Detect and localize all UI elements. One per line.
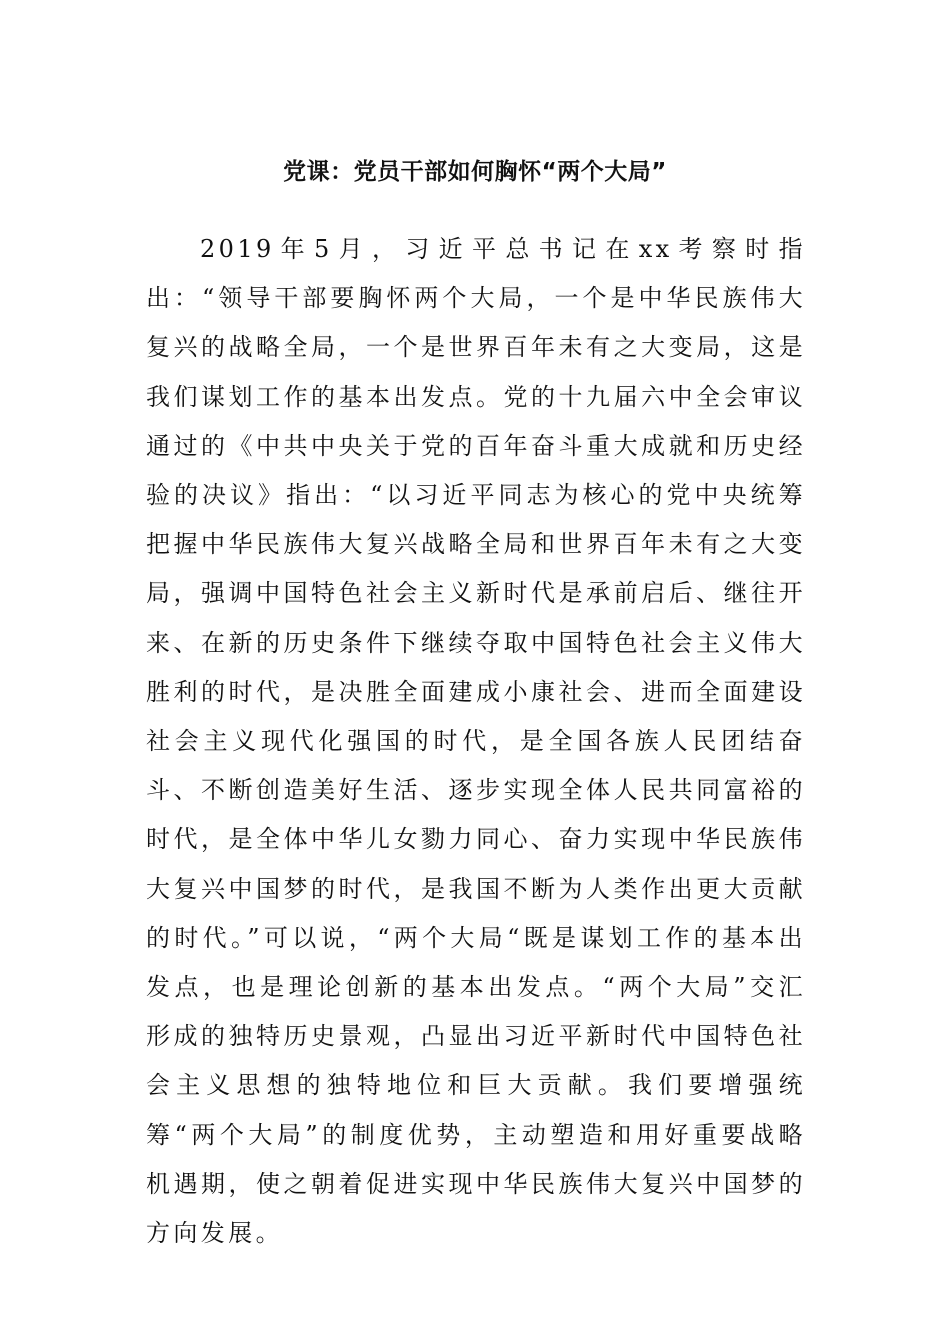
document-title: 党课：党员干部如何胸怀“两个大局” bbox=[283, 159, 667, 185]
body-paragraph: 2019年5月，习近平总书记在xx考察时指出：“领导干部要胸怀两个大局，一个是中华民族伟大复兴的战略全局，一个是世界百年未有之大变局，这是我们谋划工作的基本出发点。党的十九届六中全会审议通过的《中共中央关于党的百年奋斗重大成就和历史经验的决议》指出：“以习近平同志为核心的党中央统筹把握中华民族伟大复兴战略全局和世界百年未有之大变局，强调中国特色社会主义新时代是承前启后、继往开来、在新的历史条件下继续夺取中国特色社会主义伟大胜利的时代，是决胜全面建成小康社会、进而全面建设社会主义现代化强国的时代，是全国各族人民团结奋斗、不断创造美好生活、逐步实现全体人民共同富裕的时代，是全体中华儿女勠力同心、奋力实现中华民族伟大复兴中国梦的时代，是我国不断为人类作出更大贡献的时代。”可以说，“两个大局“既是谋划工作的基本出发点，也是理论创新的基本出发点。“两个大局”交汇形成的独特历史景观，凸显出习近平新时代中国特色社会主义思想的独特地位和巨大贡献。我们要增强统筹“两个大局”的制度优势，主动塑造和用好重要战略机遇期，使之朝着促进实现中华民族伟大复兴中国梦的方向发展。 bbox=[146, 235, 806, 1248]
